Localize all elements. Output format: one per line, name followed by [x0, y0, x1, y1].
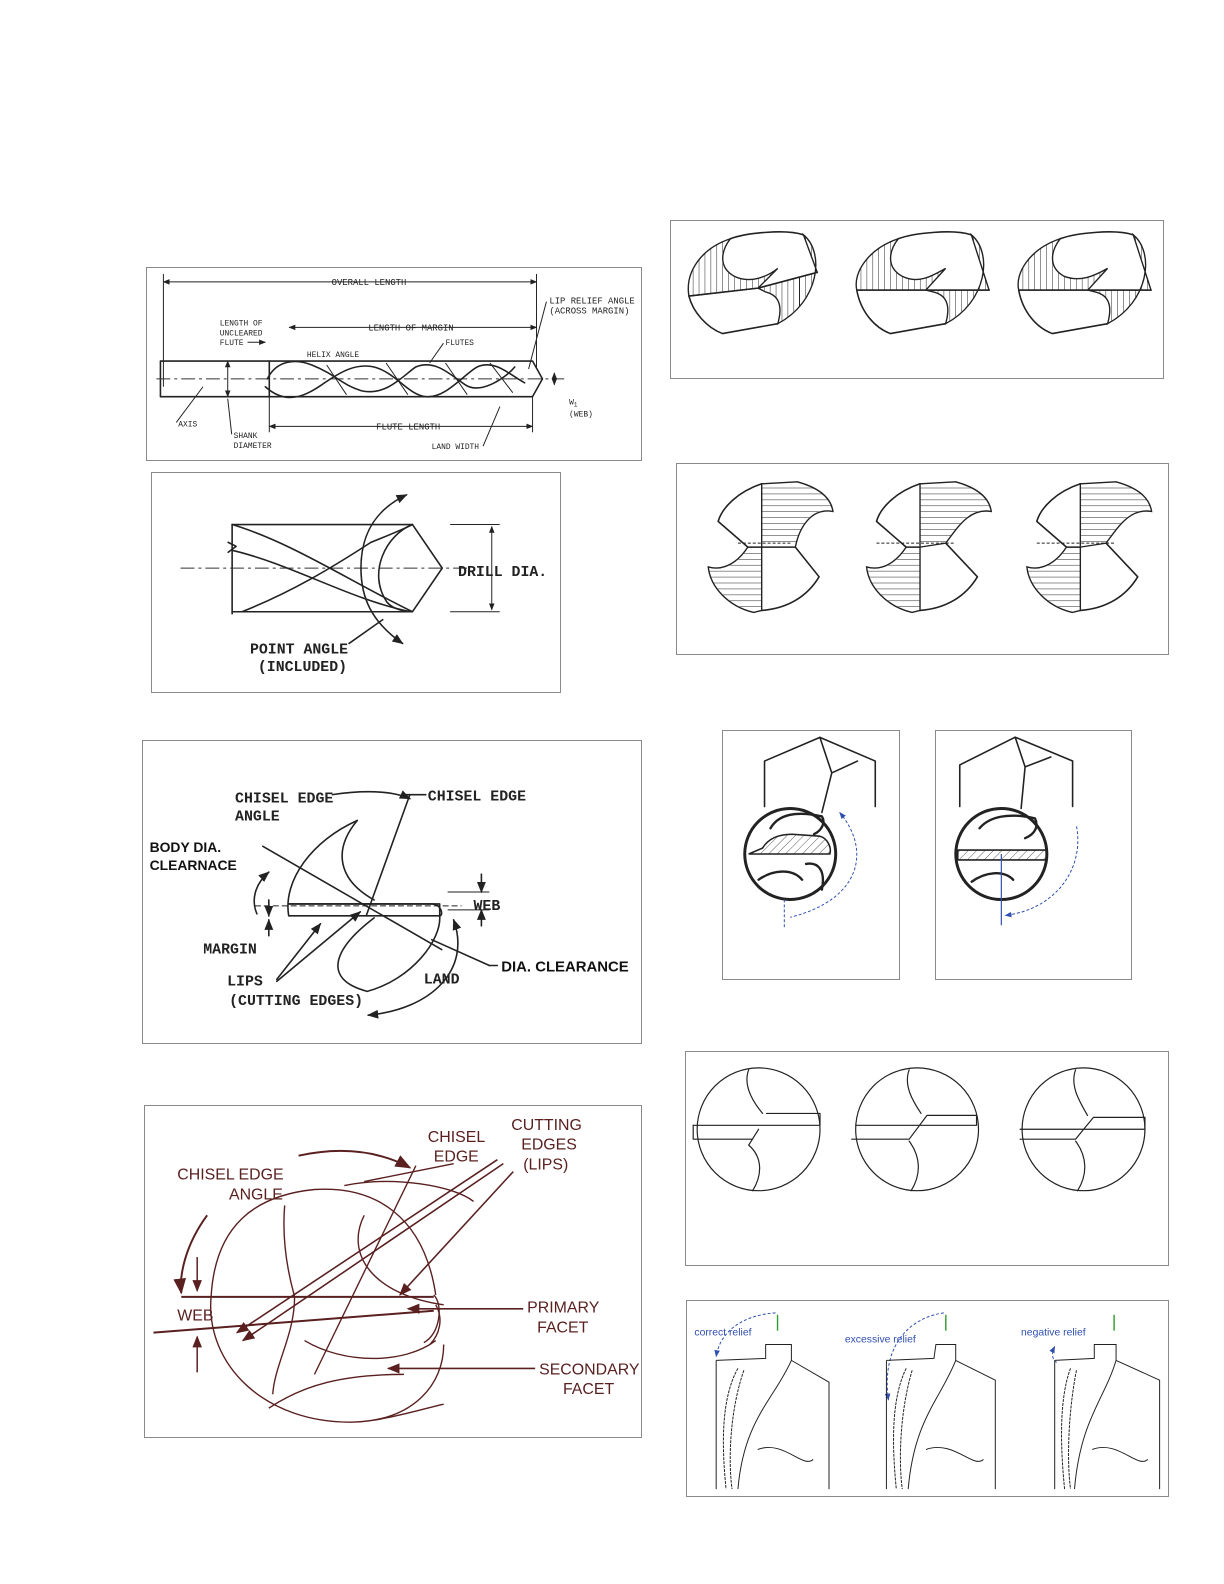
web-thinning-diagram-2 — [677, 464, 1168, 654]
shank-diameter-label-2: DIAMETER — [233, 442, 272, 452]
chisel-edge-diagram — [143, 741, 641, 1043]
cutting-edges-label-2: EDGES — [521, 1136, 577, 1154]
chisel-edge-label-2: EDGE — [433, 1148, 479, 1166]
chisel-edge-label: CHISEL EDGE — [427, 789, 527, 806]
lip-relief-angle-label: LIP RELIEF ANGLE — [549, 296, 635, 307]
chisel-edge-label-1: CHISEL — [427, 1128, 486, 1146]
point-split-diagram-2 — [936, 731, 1131, 979]
secondary-facet-label-1: SECONDARY — [539, 1361, 640, 1379]
chisel-edge-angle-label-2: ANGLE — [235, 809, 280, 826]
point-split-diagram-1 — [723, 731, 899, 979]
shank-diameter-label-1: SHANK — [233, 432, 258, 442]
correct-relief-label: correct relief — [694, 1327, 752, 1339]
web-label: WEB — [473, 898, 501, 915]
included-label: (INCLUDED) — [257, 660, 348, 677]
margin-circles-diagram — [686, 1052, 1168, 1265]
point-angle-label: POINT ANGLE — [249, 642, 349, 659]
primary-facet-label-1: PRIMARY — [527, 1299, 600, 1317]
cutting-edges-label-3: (LIPS) — [523, 1156, 569, 1174]
point-angle-diagram — [152, 473, 560, 692]
margin-label: MARGIN — [203, 942, 257, 959]
excessive-relief-label: excessive relief — [844, 1334, 916, 1346]
flutes-label: FLUTES — [445, 339, 474, 349]
chisel-edge-angle-label-1: CHISEL EDGE — [177, 1166, 284, 1184]
overall-length-label: OVERALL LENGTH — [331, 277, 407, 288]
axis-label: AXIS — [178, 420, 198, 430]
flute-length-label: FLUTE LENGTH — [376, 422, 441, 433]
cutting-edges-label-1: CUTTING — [511, 1116, 582, 1134]
w1-label: $W_1$ — [569, 398, 578, 409]
uncleared-flute-label-3: FLUTE — [219, 339, 244, 349]
chisel-edge-angle-label-1: CHISEL EDGE — [235, 791, 334, 808]
dia-clearance-label: DIA. CLEARANCE — [501, 959, 629, 976]
negative-relief-label: negative relief — [1021, 1327, 1086, 1339]
lips-label: LIPS — [227, 974, 263, 991]
primary-facet-label-2: FACET — [537, 1319, 589, 1337]
web-label: WEB — [177, 1307, 214, 1325]
cutting-edges-label: (CUTTING EDGES) — [229, 994, 364, 1011]
across-margin-label: (ACROSS MARGIN) — [549, 306, 630, 317]
point-split-panel-2 — [935, 730, 1132, 980]
uncleared-flute-label-1: LENGTH OF — [219, 319, 263, 329]
drill-nomenclature-diagram — [147, 268, 641, 460]
web-thinning-panel-2 — [676, 463, 1169, 655]
body-dia-clearance-label-1: BODY DIA. — [149, 839, 222, 856]
chisel-edge-panel — [142, 740, 642, 1044]
relief-diagram — [687, 1301, 1168, 1496]
web-label: (WEB) — [569, 410, 593, 420]
uncleared-flute-label-2: UNCLEARED — [219, 329, 263, 339]
length-of-margin-label: LENGTH OF MARGIN — [368, 323, 454, 334]
drill-nomenclature-panel — [146, 267, 642, 461]
point-split-panel-1 — [722, 730, 900, 980]
helix-angle-label: HELIX ANGLE — [306, 351, 360, 361]
margin-circles-panel — [685, 1051, 1169, 1266]
land-label: LAND — [423, 972, 460, 989]
facet-panel — [144, 1105, 642, 1438]
secondary-facet-label-2: FACET — [562, 1381, 615, 1399]
body-dia-clearance-label-2: CLEARNACE — [149, 857, 237, 874]
drill-dia-label: DRILL DIA. — [458, 565, 548, 582]
land-width-label: LAND WIDTH — [431, 443, 480, 453]
web-thinning-panel-1 — [670, 220, 1164, 379]
web-thinning-diagram-1 — [671, 221, 1163, 378]
chisel-edge-angle-label-2: ANGLE — [228, 1186, 283, 1204]
facet-diagram — [145, 1106, 641, 1437]
point-angle-panel — [151, 472, 561, 693]
relief-panel — [686, 1300, 1169, 1497]
